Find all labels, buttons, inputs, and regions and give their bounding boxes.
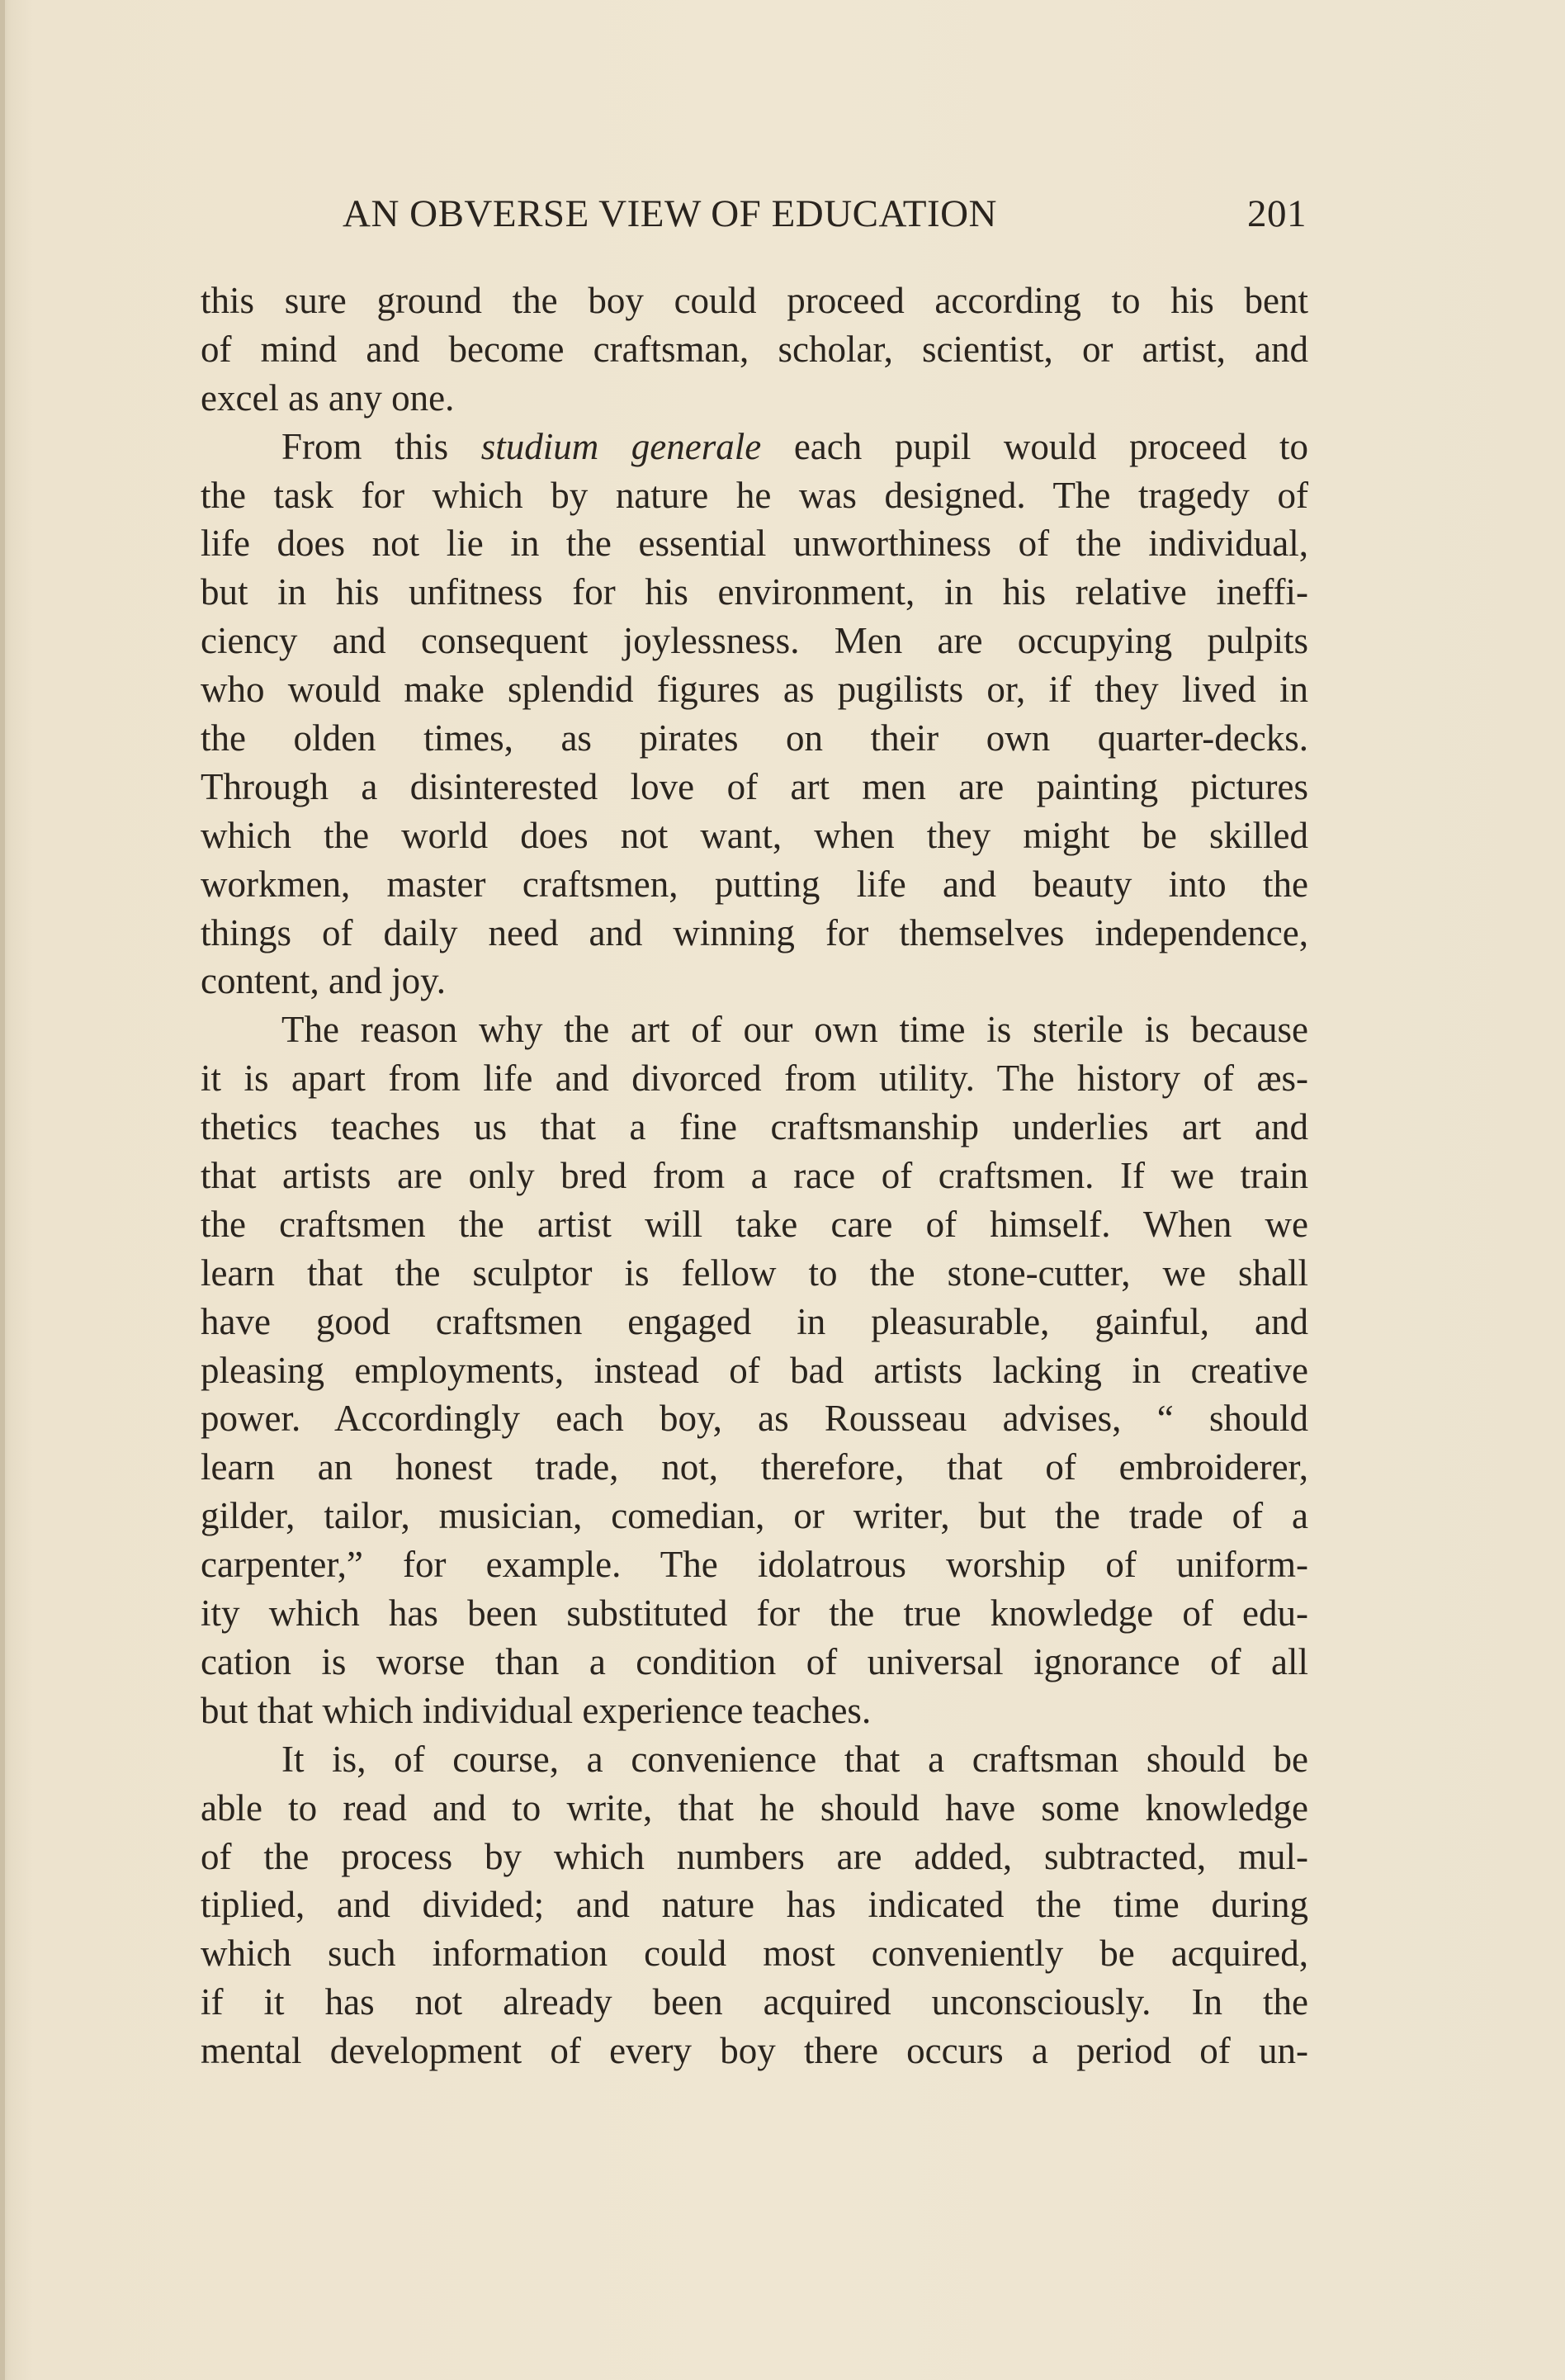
text-line: of the process by which numbers are added, subtracted, mul-	[201, 1835, 1308, 1877]
text-line: ciency and consequent joylessness. Men are occupying pulpits	[201, 620, 1308, 662]
text-line: learn an honest trade, not, therefore, that of embroiderer,	[201, 1446, 1308, 1488]
text-line: content, and joy.	[201, 960, 447, 1002]
text-line: tiplied, and divided; and nature has indicated the time during	[201, 1884, 1308, 1926]
text-line: workmen, master craftsmen, putting life and beauty into the	[201, 863, 1308, 905]
text-line: the craftsmen the artist will take care of himself. When we	[201, 1203, 1308, 1245]
text-line: things of daily need and winning for themselves independence,	[201, 911, 1308, 953]
text-line: life does not lie in the essential unworthiness of the individual,	[201, 523, 1308, 565]
paragraph	[201, 277, 1308, 423]
text-line: the olden times, as pirates on their own quarter-decks.	[201, 717, 1308, 759]
text-line: mental development of every boy there occurs a period of un-	[201, 2030, 1308, 2072]
text-line: of mind and become craftsman, scholar, scientist, or artist, and	[201, 328, 1308, 370]
text-line: thetics teaches us that a fine craftsmanship underlies art and	[201, 1106, 1308, 1148]
text-line: carpenter,” for example. The idolatrous worship of uniform-	[201, 1544, 1308, 1586]
text-line: that artists are only bred from a race of craftsmen. If we train	[201, 1155, 1308, 1197]
text-line: The reason why the art of our own time is sterile is because	[281, 1009, 1308, 1051]
running-title: AN OBVERSE VIEW OF EDUCATION	[343, 192, 997, 235]
text-line: but in his unfitness for his environment, in his relative ineffi-	[201, 571, 1308, 613]
page-number: 201	[1247, 192, 1307, 235]
text-line: which the world does not want, when they might be skilled	[201, 814, 1308, 856]
text-line: but that which individual experience teaches.	[201, 1689, 872, 1731]
text-line: power. Accordingly each boy, as Rousseau advises, “ should	[201, 1398, 1308, 1440]
text-line: which such information could most conveniently be acquired,	[201, 1933, 1308, 1975]
text-line: gilder, tailor, musician, comedian, or writer, but the trade of a	[201, 1495, 1308, 1537]
text-line: the task for which by nature he was designed. The tragedy of	[201, 474, 1308, 516]
text-line: cation is worse than a condition of universal ignorance of all	[201, 1640, 1308, 1682]
page-edge	[0, 0, 5, 2380]
text-line: who would make splendid figures as pugilists or, if they lived in	[201, 669, 1308, 711]
paragraph	[201, 1005, 1308, 1734]
text-line: it is apart from life and divorced from utility. The history of æs-	[201, 1058, 1308, 1100]
running-head	[201, 192, 1307, 241]
paragraph	[201, 1735, 1308, 2075]
text-line: if it has not already been acquired unconsciously. In the	[201, 1981, 1308, 2023]
body-text	[201, 277, 1308, 2075]
text-line: It is, of course, a convenience that a craftsman should be	[281, 1738, 1308, 1780]
text-line: excel as any one.	[201, 376, 455, 419]
text-line: ity which has been substituted for the true knowledge of edu-	[201, 1592, 1308, 1635]
text-line: From this studium generale each pupil would proceed to	[281, 425, 1308, 467]
text-line: have good craftsmen engaged in pleasurable, gainful, and	[201, 1300, 1308, 1342]
italic-phrase: studium generale	[480, 425, 762, 467]
text-line: learn that the sculptor is fellow to the stone-cutter, we shall	[201, 1252, 1308, 1294]
paragraph	[201, 423, 1308, 1006]
text-line: this sure ground the boy could proceed according to his bent	[201, 280, 1308, 321]
text-line: Through a disinterested love of art men are painting pictures	[201, 765, 1308, 807]
text-line: able to read and to write, that he should have some knowledge	[201, 1786, 1308, 1829]
text-line: pleasing employments, instead of bad artists lacking in creative	[201, 1349, 1308, 1391]
